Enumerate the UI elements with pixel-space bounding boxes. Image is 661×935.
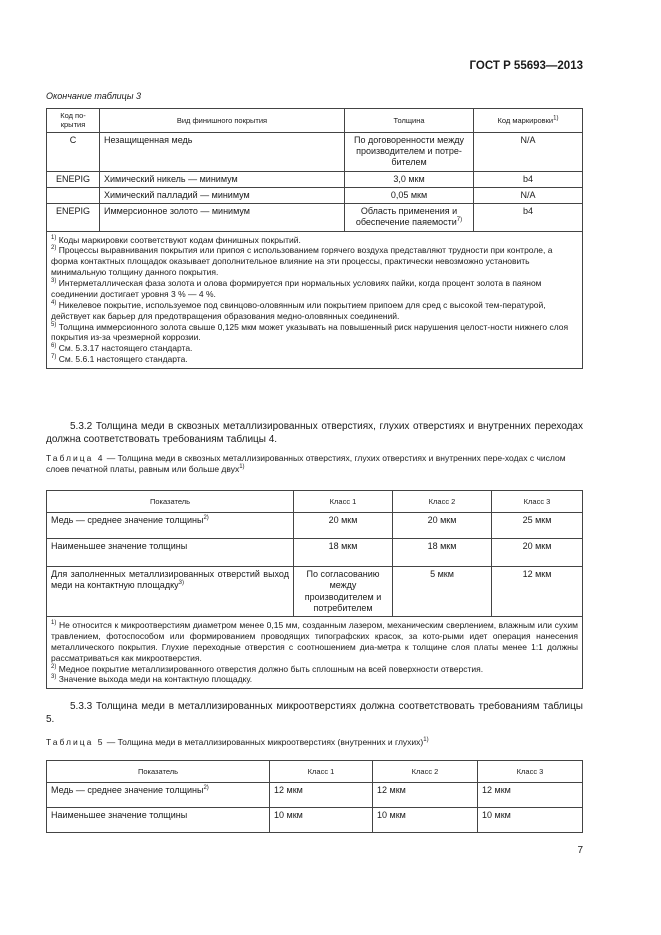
table5-caption-label: Таблица 5	[46, 737, 105, 747]
table-row	[47, 567, 583, 617]
table-header-row	[47, 491, 583, 513]
cell-mark: b4	[474, 204, 583, 232]
footnote-text: Никелевое покрытие, используемое под свинцово-оловянным или покрытием припоем для сред с высокой тем-пературой, действует как барьер для предотвращения образования медно-оловянных соединений.	[51, 299, 546, 321]
header-thickness: Толщина	[345, 109, 474, 133]
cell-class1: По согласованию между производителем и потребителем	[294, 567, 393, 617]
table4-caption-sup: 1)	[239, 464, 245, 471]
footnote-text: Толщина иммерсионного золота свыше 0,125 мкм может указывать на повышенный риск нарушения целост-ности нижнего слоя покрытия из-за чрезмерной коррозии.	[51, 321, 569, 343]
header-class1: Класс 1	[294, 491, 393, 513]
header-class2: Класс 2	[393, 491, 492, 513]
cell-code: C	[47, 132, 100, 171]
cell-class1: 10 мкм	[270, 808, 373, 833]
cell-code: ENEPIG	[47, 204, 100, 232]
cell-thickness: По договоренности между производителем и потре-бителем	[345, 132, 474, 171]
header-class3: Класс 3	[478, 761, 583, 783]
cell-code: ENEPIG	[47, 171, 100, 187]
table3-caption: Окончание таблицы 3	[46, 91, 141, 101]
header-mark	[474, 109, 583, 133]
footnote	[51, 245, 578, 278]
table-3	[46, 108, 583, 369]
cell-type: Химический палладий — минимум	[100, 187, 345, 203]
cell-class2: 18 мкм	[393, 539, 492, 567]
cell-class2: 10 мкм	[373, 808, 478, 833]
footnote-mark: 1)	[51, 620, 57, 627]
cell-indicator-text: Медь — среднее значение толщины	[51, 515, 204, 525]
cell-class3: 10 мкм	[478, 808, 583, 833]
footnotes-row	[47, 617, 583, 689]
header-mark-sup: 1)	[553, 115, 559, 122]
footnotes-row	[47, 231, 583, 369]
footnote-mark: 2)	[51, 663, 57, 670]
cell-code	[47, 187, 100, 203]
footnote-mark: 6)	[51, 343, 57, 350]
footnote	[51, 343, 578, 354]
cell-indicator	[47, 513, 294, 539]
cell-class3: 12 мкм	[492, 567, 583, 617]
cell-thickness: 0,05 мкм	[345, 187, 474, 203]
footnote-text: Коды маркировки соответствуют кодам финишных покрытий.	[56, 234, 301, 245]
table-row	[47, 132, 583, 171]
table-row	[47, 783, 583, 808]
cell-indicator	[47, 539, 294, 567]
header-class2: Класс 2	[373, 761, 478, 783]
cell-indicator	[47, 567, 294, 617]
footnote	[51, 620, 578, 664]
table-row	[47, 171, 583, 187]
cell-class3: 25 мкм	[492, 513, 583, 539]
table4-footnotes	[47, 617, 583, 689]
header-mark-label: Код маркировки	[497, 115, 554, 125]
cell-class2: 5 мкм	[393, 567, 492, 617]
cell-indicator	[47, 783, 270, 808]
footnote-mark: 4)	[51, 299, 57, 306]
header-indicator: Показатель	[47, 491, 294, 513]
header-class3: Класс 3	[492, 491, 583, 513]
header-class1: Класс 1	[270, 761, 373, 783]
table-row	[47, 204, 583, 232]
footnote-mark: 2)	[51, 245, 57, 252]
cell-indicator-sup: 2)	[203, 785, 209, 791]
table3-footnotes	[47, 231, 583, 369]
header-indicator: Показатель	[47, 761, 270, 783]
cell-indicator-text: Наименьшее значение толщины	[51, 541, 188, 551]
table4-caption-label: Таблица 4	[46, 453, 105, 463]
paragraph-5-3-3: 5.3.3 Толщина меди в металлизированных микроотверстиях должна соответствовать требованиям таблицы 5.	[46, 701, 583, 725]
footnote	[51, 664, 578, 675]
table5-caption	[46, 737, 583, 748]
footnote	[51, 354, 578, 365]
table-row	[47, 808, 583, 833]
cell-indicator-text: Для заполненных металлизированных отверстий выход меди на контактную площадку	[51, 569, 289, 591]
header-code: Код по- крытия	[47, 109, 100, 133]
table-row	[47, 539, 583, 567]
footnote-text: Процессы выравнивания покрытия или припоя с использованием горячего воздуха представляют трудности при контроле, а форма контактных площадок оказывает дополнительное влияние на эти процессы, практически невозможно установить минимальную толщину данного покрытия.	[51, 245, 553, 278]
cell-mark: N/A	[474, 187, 583, 203]
footnote	[51, 278, 578, 300]
cell-indicator	[47, 808, 270, 833]
footnote-text: См. 5.3.17 настоящего стандарта.	[56, 343, 193, 354]
table-header-row	[47, 109, 583, 133]
page-number: 7	[577, 845, 583, 856]
footnote-text: Интерметаллическая фаза золота и олова формируется при нормальных условиях пайки, когда процент золота в паяном соединении достигает уровня 3 % — 4 %.	[51, 278, 542, 299]
cell-type: Иммерсионное золото — минимум	[100, 204, 345, 232]
cell-thickness: 3,0 мкм	[345, 171, 474, 187]
table-5	[46, 760, 583, 833]
footnote-text: Значение выхода меди на контактную площадку.	[56, 674, 253, 685]
cell-class2: 12 мкм	[373, 783, 478, 808]
cell-class3: 12 мкм	[478, 783, 583, 808]
footnote-text: См. 5.6.1 настоящего стандарта.	[56, 354, 188, 365]
paragraph-5-3-2: 5.3.2 Толщина меди в сквозных металлизированных отверстиях, глухих отверстиях и внутренних переходах должна соответствовать требованиям таблицы 4.	[46, 421, 583, 445]
cell-class1: 18 мкм	[294, 539, 393, 567]
table-row	[47, 513, 583, 539]
table4-caption-text: — Толщина меди в сквозных металлизированных отверстиях, глухих отверстиях и внутренних пере-ходах с числом слоев печатной платы, равным или больше двух	[46, 453, 566, 475]
cell-indicator-text: Медь — среднее значение толщины	[51, 785, 204, 795]
cell-class3: 20 мкм	[492, 539, 583, 567]
table4-caption	[46, 453, 583, 475]
cell-thickness-sup: 7)	[456, 217, 463, 224]
cell-mark: N/A	[474, 132, 583, 171]
footnote	[51, 322, 578, 344]
footnote-mark: 1)	[51, 234, 57, 241]
footnote-text: Не относится к микроотверстиям диаметром менее 0,15 мм, созданным лазером, механическим сверлением, влажным или сухим травлением, фотоспособом или формированием проводящих типографских красок, за кото-рыми идет операция нанесения металлического покрытия. Глухие переходные отверстия с соотношением диа-метра к толщине слоя платы менее 1:1 должны рассматриваться как микроотверстия.	[51, 620, 578, 663]
cell-thickness	[345, 204, 474, 232]
cell-indicator-sup: 2)	[203, 515, 209, 521]
cell-type: Незащищенная медь	[100, 132, 345, 171]
cell-thickness-text: Область применения и обеспечение паяемости	[355, 206, 458, 228]
cell-type: Химический никель — минимум	[100, 171, 345, 187]
table-4	[46, 490, 583, 689]
cell-mark: b4	[474, 171, 583, 187]
cell-class2: 20 мкм	[393, 513, 492, 539]
footnote	[51, 674, 578, 685]
footnote-mark: 5)	[51, 321, 57, 328]
standard-header: ГОСТ Р 55693—2013	[469, 60, 583, 72]
table-header-row	[47, 761, 583, 783]
cell-class1: 12 мкм	[270, 783, 373, 808]
cell-indicator-text: Наименьшее значение толщины	[51, 810, 188, 820]
table-row	[47, 187, 583, 203]
cell-indicator-sup: 3)	[178, 580, 184, 587]
header-type: Вид финишного покрытия	[100, 109, 345, 133]
footnote-mark: 7)	[51, 354, 57, 361]
footnote	[51, 300, 578, 322]
footnote-mark: 3)	[51, 674, 57, 681]
cell-class1: 20 мкм	[294, 513, 393, 539]
footnote	[51, 235, 578, 246]
footnote-mark: 3)	[51, 278, 57, 285]
table5-caption-text: — Толщина меди в металлизированных микроотверстиях (внутренних и глухих)	[104, 737, 424, 747]
table5-caption-sup: 1)	[423, 737, 429, 744]
footnote-text: Медное покрытие металлизированного отверстия должно быть сплошным на всей поверхности отверстия.	[56, 663, 484, 674]
